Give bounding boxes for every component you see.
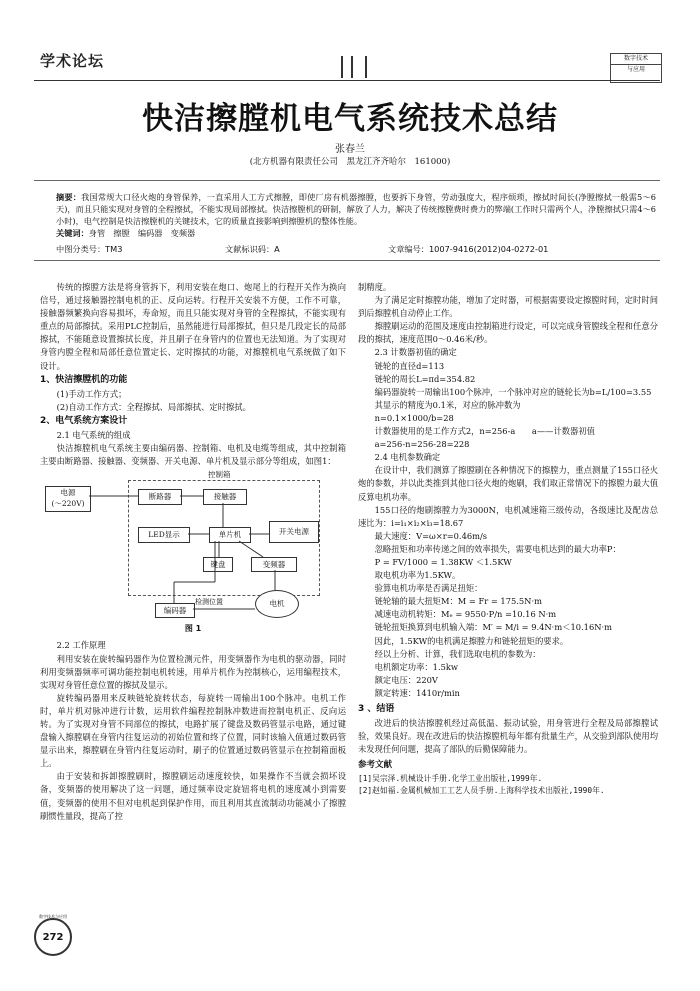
range-paragraph: 擦膛刷运动的范围及速度由控制箱进行设定，可以完成身管膛线全程和任意分段的擦拭，速度范围0～0.46米/秒。 xyxy=(358,321,658,345)
subheading-motor: 2.4 电机参数确定 xyxy=(374,452,441,463)
subheading-composition: 2.1 电气系统的组成 xyxy=(56,430,131,441)
encoder-box: 编码器 xyxy=(155,603,195,618)
inverter-box: 变频器 xyxy=(251,557,297,572)
article-number: 文章编号：1007-9416(2012)04-0272-01 xyxy=(388,244,549,254)
header-rule xyxy=(34,80,660,81)
spec-speed: 额定转速：1410r/min xyxy=(374,687,460,698)
spec-voltage: 额定电压：220V xyxy=(374,674,438,685)
figure-caption: 图 1 xyxy=(184,624,202,634)
composition-paragraph: 快洁擦膛机电气系统主要由编码器、控制箱、电机及电缆等组成，其中控制箱主要由断路器、接触器、变频器、开关电源、单片机及显示部分等组成，如图1： xyxy=(40,443,346,467)
selected-params-intro: 经以上分析、计算，我们选取电机的参数为： xyxy=(374,648,541,659)
page-number-badge xyxy=(34,914,72,956)
check-torque: 验算电机功率是否满足扭矩： xyxy=(374,583,483,594)
abstract-rule xyxy=(34,260,660,261)
timer-paragraph: 为了满足定时擦膛功能，增加了定时器，可根据需要设定擦膛时间，定时时间到后擦膛机自动停止工作。 xyxy=(358,295,658,319)
switching-psu-box: 开关电源 xyxy=(269,521,319,543)
take-power: 取电机功率为1.5KW。 xyxy=(374,570,461,581)
subheading-counter: 2.3 计数器初值的确定 xyxy=(374,347,457,358)
spec-power: 电机额定功率：1.5kw xyxy=(374,661,458,672)
function-auto: (2)自动工作方式：全程擦拭、局部擦拭、定时擦拭。 xyxy=(56,401,251,412)
formula-power: P = FV/1000 = 1.38KW ＜1.5KW xyxy=(374,556,512,567)
calc-initial-value: a=256-n=256-28=228 xyxy=(374,439,470,450)
header-bars-decoration xyxy=(341,56,367,78)
heading-functions: 1、快洁擦膛机的功能 xyxy=(40,374,128,385)
abstract-label: 摘要： xyxy=(56,192,82,202)
left-column xyxy=(40,281,346,823)
calc-pulse-length: 编码器旋转一周输出100个脉冲，一个脉冲对应的链轮长为b=L/100=3.55 xyxy=(374,386,652,397)
references-heading: 参考文献 xyxy=(358,760,393,771)
reference-2: [2]赵如福.金属机械加工工艺人员手册.上海科学技术出版社,1990年. xyxy=(358,786,605,796)
detect-position-label: 检测位置 xyxy=(195,598,223,607)
contactor-box: 接触器 xyxy=(203,489,247,505)
power-voltage: (～220V) xyxy=(51,499,85,509)
section-name: 学术论坛 xyxy=(40,52,105,70)
led-display-box: LED显示 xyxy=(138,527,190,543)
calc-circumference: 链轮的周长L=πd=354.82 xyxy=(374,373,476,384)
document-code: 文献标识码：A xyxy=(225,244,280,254)
calc-precision: 其显示的精度为0.1米，对应的脉冲数为 xyxy=(374,399,521,410)
motor-paragraph-2: 155口径的炮刷擦膛力为3000N，电机减速箱三级传动，各级速比及配齿总速比为：i=i₁×i₂×i₃=18.67 xyxy=(358,504,658,528)
keywords-text: 身管 擦膛 编码器 变频器 xyxy=(88,228,196,238)
intro-paragraph: 传统的擦膛方法是将身管拆下，利用安装在炮口、炮尾上的行程开关作为换向信号，通过接触器控制电机的正、反向运转。行程开关安装不方便，工作不可靠，接触器频繁换向容易损坏，寿命短，而且只能实现对身管的全程擦拭，不能实现有重点的局部擦拭。采用PLC控制后，虽然能进行局部擦拭，但只是几段定长的局部擦拭，不能随意设置擦拭长度，并且刷子在身管内的位置也无法知道。为了实现对身管内膛全程和局部任意位置定长、定时擦拭的功能，对擦膛机电气系统做了如下设计。 xyxy=(40,282,346,371)
calc-pulse-count: n=0.1×1000/b=28 xyxy=(374,412,454,423)
affiliation: (北方机器有限责任公司 黑龙江齐齐哈尔 161000) xyxy=(249,157,451,167)
principle-paragraph-2: 旋转编码器用来反映链轮旋转状态，每旋转一周输出100个脉冲。电机工作时，单片机对脉冲进行计数，运用软件编程控制脉冲数进而控制电机正、反向运转。为了实现对身管不同部位的擦拭，电路扩展了键盘及数码管显示电路，通过键盘输入擦膛刷在身管内往复运动的初始位置和终了位置，同时该输入值通过数码管显示出来，擦膛刷在身管内往复运动时，刷子的位置通过数码管显示在控制箱面板上。 xyxy=(40,692,346,769)
reference-1: [1]吴宗泽.机械设计手册.化学工业出版社,1999年. xyxy=(358,774,543,784)
principle-paragraph-3: 由于安装和拆卸擦膛刷时，擦膛刷运动速度较快，如果操作不当就会损坏设备，变频器的使用解决了这一问题，通过频率设定旋钮将电机的速度减小到需要值，变频器的使用不但对电机起到保护作用，而且利用其直流制动功能减小了擦膛刷惯性量段，提高了控 xyxy=(40,771,346,821)
formula-speed: 最大速度：V=ω×r=0.46m/s xyxy=(374,530,488,541)
heading-conclusion: 3 、结语 xyxy=(358,704,395,714)
motor-paragraph-1: 在设计中，我们测算了擦膛刷在各种情况下的擦膛力，重点测量了155口径火炮的参数，并以此类推到其他口径火炮的炮刷，我们取正常情况下的擦膛力最大值反算电机功率。 xyxy=(358,465,658,502)
abstract-text: 我国常规大口径火炮的身管保养，一直采用人工方式擦膛，即使厂房有机器擦膛，也要拆下身管，劳动强度大，程序烦琐，擦拭时间长(净膛擦拭一般需5～6天)，而且只能实现对身管的全程擦拭，不能实现局部擦拭。快洁擦膛机的研制，解放了人力，解决了传统擦膛费时费力的弊端(工作时只需两个人，净膛擦拭只需4～6小时)，电气控制是快洁擦膛机的关键技术，它的质量直接影响到擦膛机的整体性能。 xyxy=(56,192,656,226)
motor-circle: 电机 xyxy=(255,590,299,618)
formula-converted-torque: 链轮扭矩换算到电机输入端：M′ = M/i = 9.4N·m＜10.16N·m xyxy=(374,622,613,633)
motor-paragraph-3: 忽略扭矩和功率传递之间的效率损失，需要电机达到的最大功率P： xyxy=(374,543,621,554)
conclusion-motor: 因此，1.5KW的电机满足擦膛力和链轮扭矩的要求。 xyxy=(374,635,569,646)
keyboard-box: 键盘 xyxy=(203,557,233,572)
calc-counter-mode: 计数器使用的是工作方式2，n=256-a a——计数器初值 xyxy=(374,426,595,437)
function-manual: (1)手动工作方式； xyxy=(56,388,127,399)
conclusion-paragraph: 改进后的快洁擦膛机经过高低温、振动试验，用身管进行全程及局部擦膛试验，效果良好。现在改进后的快洁擦膛机每年都有批量生产，从交验到部队使用均未发现任何问题，提高了部队的后勤保障能力。 xyxy=(358,718,658,755)
abstract-block xyxy=(56,191,656,239)
badge-top-text: 数字技术 xyxy=(611,54,661,65)
journal-badge xyxy=(610,53,662,83)
formula-max-torque: 链轮轴的最大扭矩M：M = Fr = 175.5N·m xyxy=(374,596,542,607)
mcu-box: 单片机 xyxy=(209,527,251,543)
power-label: 电源 xyxy=(60,488,76,498)
diagram-connectors xyxy=(43,470,329,620)
subheading-principle: 2.2 工作原理 xyxy=(56,640,106,651)
page-number: 272 xyxy=(42,932,64,943)
principle-paragraph-1: 利用安装在旋转编码器作为位置检测元件，用变频器作为电机的驱动器，同时利用变频器频率可调功能控制电机转速，用单片机作为控制核心，运用编程技术，实现对身管任意位置的擦拭及显示。 xyxy=(40,653,346,690)
formula-motor-torque: 减速电动机转矩：Mₑ = 9550·P/n =10.16 N·m xyxy=(374,609,557,620)
heading-design: 2、电气系统方案设计 xyxy=(40,415,128,426)
clc-number: 中图分类号：TM3 xyxy=(56,244,123,254)
badge-journal-text: 数字技术与应用 xyxy=(39,914,67,919)
calc-diameter: 链轮的直径d=113 xyxy=(374,360,445,371)
author: 张春兰 xyxy=(335,144,365,155)
article-title: 快洁擦膛机电气系统技术总结 xyxy=(142,101,558,137)
right-column xyxy=(358,281,658,797)
title-rule xyxy=(34,180,660,181)
breaker-box: 断路器 xyxy=(138,489,182,505)
badge-bottom-text: 与应用 xyxy=(626,66,645,73)
control-box-label: 控制箱 xyxy=(208,470,231,480)
continued-text: 制精度。 xyxy=(358,282,392,292)
keywords-label: 关键词： xyxy=(56,228,89,238)
system-diagram xyxy=(43,470,329,620)
